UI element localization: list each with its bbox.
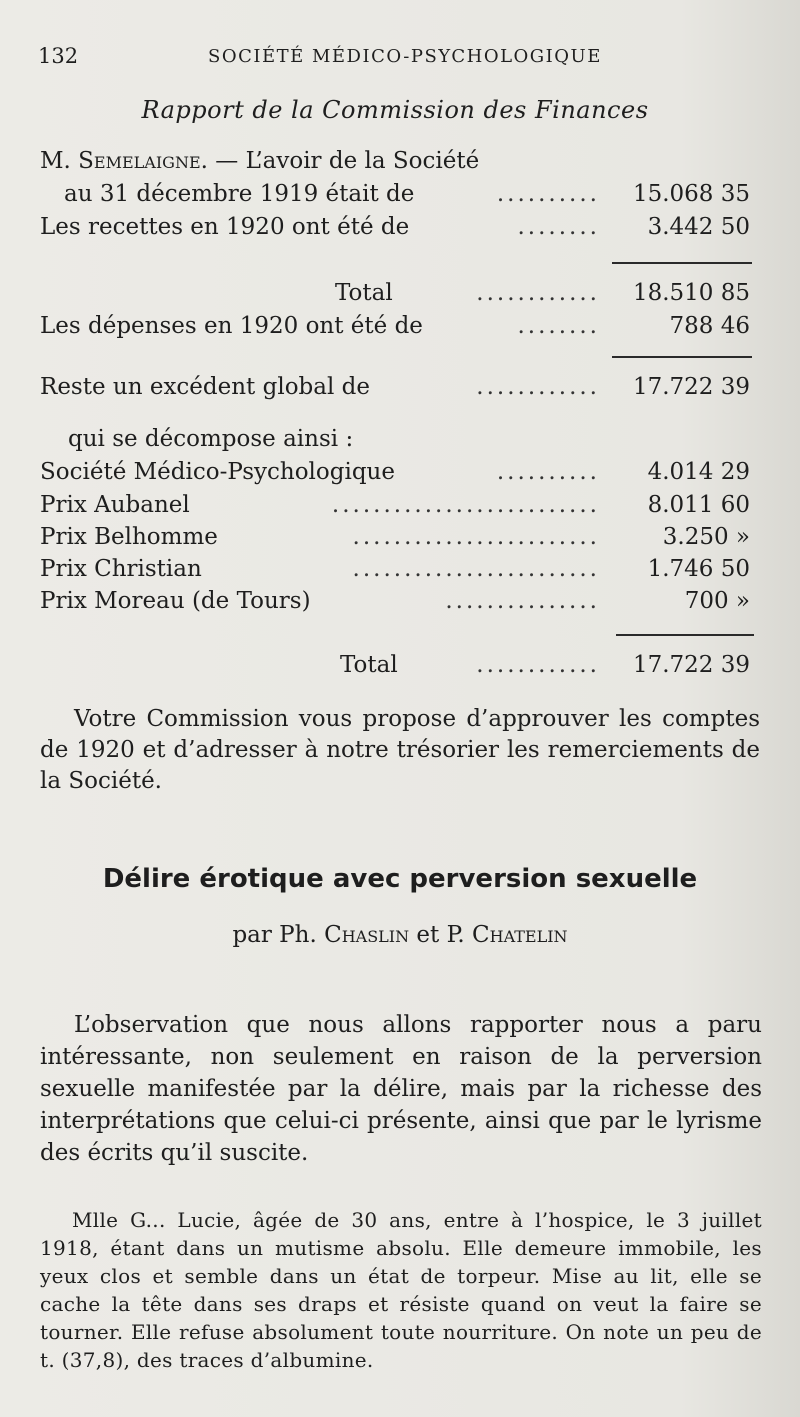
amount: 1.746 50 [647, 556, 750, 582]
page-header [38, 40, 758, 74]
report-line [40, 280, 760, 310]
breakdown-line [40, 492, 760, 522]
report-line [40, 374, 760, 404]
report-line [40, 652, 760, 682]
report-line [40, 313, 760, 343]
breakdown-line [40, 556, 760, 586]
leader-dots: ........................ [352, 556, 600, 582]
article-authors [0, 922, 800, 948]
report-line-label: Les dépenses en 1920 ont été de [40, 313, 423, 339]
report-title: Rapport de la Commission des Finances [141, 96, 649, 124]
report-conclusion [40, 704, 760, 797]
report-line-label: Société Médico-Psychologique [40, 459, 395, 485]
speaker-name: M. Semelaigne. [40, 148, 208, 174]
report-line-label: Reste un excédent global de [40, 374, 370, 400]
report-conclusion-text: Votre Commission vous propose d’approuver les comptes de 1920 et d’adresser à notre trésorier les remerciements de la Société. [40, 706, 760, 794]
report-line-label: qui se décompose ainsi : [68, 426, 354, 452]
author-name: Chaslin [324, 922, 410, 948]
sum-rule [612, 262, 752, 264]
amount: 3.442 50 [647, 214, 750, 240]
leader-dots: .......... [496, 181, 600, 207]
report-line [68, 426, 788, 456]
leader-dots: ............ [476, 652, 600, 678]
sum-rule [612, 356, 752, 358]
leader-dots: .......................... [331, 492, 600, 518]
amount: 788 46 [669, 313, 750, 339]
amount: 4.014 29 [647, 459, 750, 485]
report-line-label: Total [335, 280, 393, 306]
article-intro-text: L’observation que nous allons rapporter nous a paru intéressante, non seulement en raison de la perversion sexuelle manifestée par la délire, mais par la richesse des interprétations que celui-ci présente, ainsi que par le lyrisme des écrits qu’il suscite. [40, 1012, 762, 1166]
report-line-label: Total [340, 652, 398, 678]
report-line [64, 181, 760, 211]
leader-dots: ........................ [352, 524, 600, 550]
report-line-label [40, 148, 479, 174]
amount: 17.722 39 [632, 374, 750, 400]
article-title: Délire érotique avec perversion sexuelle [102, 864, 698, 894]
breakdown-line [40, 524, 760, 554]
report-line-label: Prix Moreau (de Tours) [40, 588, 311, 614]
amount: 8.011 60 [647, 492, 750, 518]
leader-dots: ............ [476, 374, 600, 400]
report-line-label: Prix Christian [40, 556, 202, 582]
report-line-label: Les recettes en 1920 ont été de [40, 214, 410, 240]
leader-dots: ............... [445, 588, 600, 614]
report-line-text: — L’avoir de la Société [215, 148, 480, 174]
leader-dots: ............ [476, 280, 600, 306]
case-description-text: Mlle G... Lucie, âgée de 30 ans, entre à l’hospice, le 3 juillet 1918, étant dans un mutisme absolu. Elle demeure immobile, les yeux clos et semble dans un état de torpeur. Mise au lit, elle se cache la tête dans ses draps et résiste quand on veut la faire se tourner. Elle refuse absolument toute nourriture. On note un peu de t. (37,8), des traces d’albumine. [40, 1208, 762, 1372]
leader-dots: ........ [517, 214, 600, 240]
amount: 15.068 35 [632, 181, 750, 207]
running-title: SOCIÉTÉ MÉDICO-PSYCHOLOGIQUE [208, 46, 602, 67]
authors-conjunction: et P. [416, 922, 465, 948]
amount: 18.510 85 [632, 280, 750, 306]
breakdown-line [40, 588, 760, 618]
sum-rule [616, 634, 754, 636]
report-line [40, 148, 760, 178]
report-line-label: Prix Belhomme [40, 524, 218, 550]
report-line-label: Prix Aubanel [40, 492, 190, 518]
amount: 17.722 39 [632, 652, 750, 678]
amount: 700 » [684, 588, 750, 614]
report-line-label: au 31 décembre 1919 était de [64, 181, 415, 207]
breakdown-line [40, 459, 760, 489]
article-intro [40, 986, 762, 1192]
leader-dots: ........ [517, 313, 600, 339]
authors-prefix: par Ph. [232, 922, 317, 948]
page-number: 132 [38, 44, 79, 68]
amount: 3.250 » [662, 524, 750, 550]
leader-dots: .......... [496, 459, 600, 485]
case-description [40, 1186, 762, 1394]
author-name: Chatelin [472, 922, 568, 948]
report-line [40, 214, 760, 244]
